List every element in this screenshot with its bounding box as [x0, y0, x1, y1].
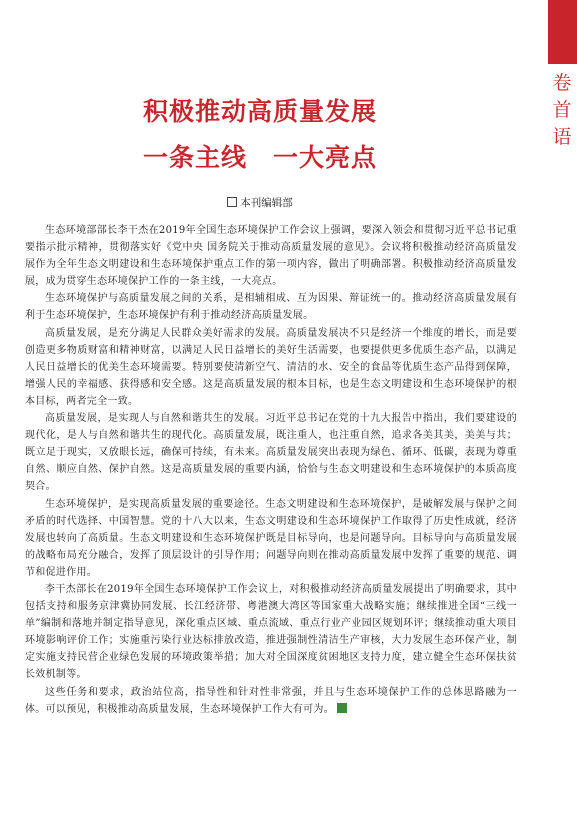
paragraph: 高质量发展，是实现人与自然和谐共生的发展。习近平总书记在党的十九大报告中指出，我们要建设的现代化，是人与自然和谐共生的现代化。高质量发展，既注重人，也注重自然，追求各美其美，美美与共；既立足于现实，又放眼长远，确保可持续，有未来。高质量发展突出表现为绿色、循环、低碳，表现为尊重自然、顺应自然、保护自然。这是高质量发展的重要内涵，恰恰与生态文明建设和生态环境保护的本质高度契合。: [25, 413, 517, 493]
section-label: 卷首语: [552, 72, 572, 148]
headline-line-2: 一条主线 一大亮点: [142, 143, 377, 172]
end-mark-icon: [337, 703, 347, 713]
byline: [0, 195, 520, 210]
paragraph: 生态环境保护与高质量发展之间的关系，是相辅相成、互为因果、辩证统一的。推动经济高质量发展有利于生态环境保护，生态环境保护有利于推动经济高质量发展。: [25, 293, 517, 322]
article-body: [25, 222, 517, 718]
paragraph: 生态环境保护，是实现高质量发展的重要途径。生态文明建设和生态环境保护，是破解发展与保护之间矛盾的时代选择、中国智慧。党的十八大以来，生态文明建设和生态环境保护工作取得了历史性成就，经济发展也转向了高质量。生态文明建设和生态环境保护既是目标导向，也是问题导向。目标导向与高质量发展的战略布局充分融合，发挥了顶层设计的引导作用；问题导向则在推动高质量发展中发挥了重要的规范、调节和促进作用。: [25, 498, 517, 578]
byline-author: 本刊编辑部: [240, 197, 293, 209]
paragraph-last: [25, 684, 517, 718]
section-tab-bar: [548, 0, 577, 64]
paragraph: 李干杰部长在2019年全国生态环境保护工作会议上，对积极推动经济高质量发展提出了明确要求，其中包括支持和服务京津冀协同发展、长江经济带、粤港澳大湾区等国家重大战略实施；继续推进全国“三线一单”编制和落地并制定指导意见，深化重点区域、重点流域、重点行业产业园区规划环评；继续推动重大项目环境影响评价工作；实施重污染行业达标排放改造，推进强制性清洁生产审核，大力发展生态环保产业，制定实施支持民营企业绿色发展的环境政策举措；加大对全国深度贫困地区支持力度，建立健全生态环保扶贫长效机制等。: [25, 583, 517, 681]
paragraph: 高质量发展，是充分满足人民群众美好需求的发展。高质量发展决不只是经济一个维度的增长，而是要创造更多物质财富和精神财富，以满足人民日益增长的美好生活需要，也要提供更多优质生态产品，以满足人民日益增长的优美生态环境需要。特别要使清新空气、清洁的水、安全的食品等优质生态产品得到保障，增强人民的幸福感、获得感和安全感。这是高质量发展的根本目标，也是生态文明建设和生态环境保护的根本目标，两者完全一致。: [25, 327, 517, 407]
square-bullet-icon: [227, 197, 237, 207]
headline-line-1: 积极推动高质量发展: [142, 97, 377, 126]
paragraph-last-text: 这些任务和要求，政治站位高，指导性和针对性非常强，并且与生态环境保护工作的总体思路融为一体。可以预见，积极推动高质量发展，生态环境保护工作大有可为。: [25, 686, 517, 715]
paragraph: 生态环境部部长李干杰在2019年全国生态环境保护工作会议上强调，要深入领会和贯彻习近平总书记重要指示批示精神，贯彻落实好《党中央 国务院关于推动高质量发展的意见》。会议将积极推动经济高质量发展作为全年生态文明建设和生态环境保护重点工作的第一项内容，做出了明确部署。积极推动经济高质量发展，成为贯穿生态环境保护工作的一条主线，一大亮点。: [25, 225, 517, 288]
